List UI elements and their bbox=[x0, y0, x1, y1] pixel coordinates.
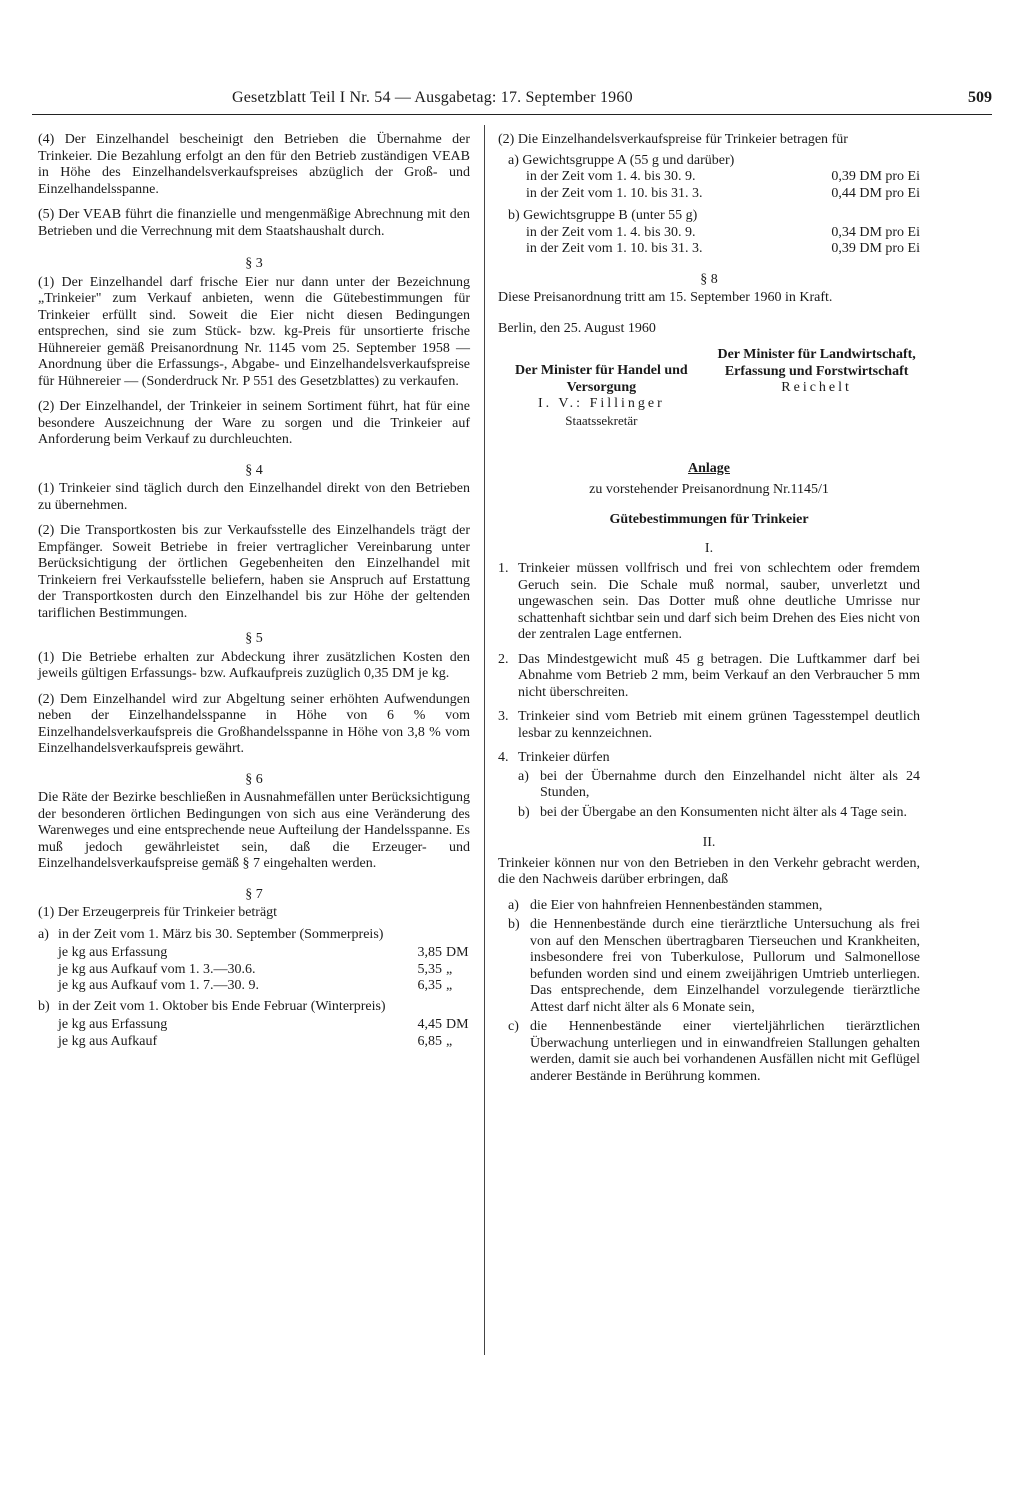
row-value: 6,85 bbox=[417, 1033, 442, 1049]
section-6-heading: § 6 bbox=[245, 771, 263, 787]
table-row bbox=[508, 186, 920, 203]
row-price: 0,39 DM pro Ei bbox=[831, 169, 920, 184]
list-number: 1. bbox=[498, 561, 509, 576]
list-item-text: Trinkeier dürfen bbox=[518, 750, 610, 765]
section-5-heading: § 5 bbox=[245, 631, 263, 646]
section-5-paragraph-1: (1) Die Betriebe erhalten zur Abdeckung ihrer zusätzlichen Kosten den jeweils gültigen Erfassungs- bzw. Aufkaufpreis zuzüglich 0,35 DM je kg. bbox=[38, 649, 470, 681]
price-period-b bbox=[38, 999, 470, 1016]
sub-item bbox=[498, 1019, 920, 1085]
list-number: 3. bbox=[498, 709, 509, 724]
price-period-a bbox=[38, 927, 470, 944]
row-period: in der Zeit vom 1. 4. bis 30. 9. bbox=[526, 224, 696, 240]
row-unit: DM bbox=[446, 945, 469, 960]
section-7-intro: (1) Der Erzeugerpreis für Trinkeier beträgt bbox=[38, 905, 278, 920]
row-label: je kg aus Aufkauf vom 1. 3.—30.6. bbox=[58, 961, 256, 977]
sub-item-text: bei der Übergabe an den Konsumenten nicht älter als 4 Tage sein. bbox=[540, 804, 908, 820]
list-item bbox=[498, 652, 920, 702]
price-period-b-text: in der Zeit vom 1. Oktober bis Ende Februar (Winterpreis) bbox=[58, 998, 386, 1014]
appendix-heading: Gütebestimmungen für Trinkeier bbox=[609, 512, 809, 527]
row-unit: „ bbox=[446, 961, 453, 977]
weight-group-a bbox=[498, 153, 920, 203]
left-column bbox=[38, 132, 470, 1054]
list-item bbox=[498, 750, 920, 767]
table-row bbox=[38, 978, 470, 995]
place-date: Berlin, den 25. August 1960 bbox=[498, 320, 656, 336]
row-value: 6,35 bbox=[417, 978, 442, 993]
sub-item bbox=[498, 805, 920, 822]
row-label: je kg aus Erfassung bbox=[58, 1017, 168, 1032]
table-row bbox=[38, 1017, 470, 1034]
header-title: Gesetzblatt Teil I Nr. 54 — Ausgabetag: 17. September 1960 bbox=[232, 89, 633, 106]
section-8-text: Diese Preisanordnung tritt am 15. September 1960 in Kraft. bbox=[498, 290, 833, 305]
sub-item bbox=[498, 917, 920, 1016]
sub-item-text: die Hennenbestände durch eine tierärztliche Untersuchung als frei von auf den Menschen übertragbaren Tierseuchen und Krankheiten, insbesondere frei von Tuberkulose, Pullorum und Salmonellose befunden worden sind und einem zweijährigen Umtrieb unterliegen. Das entsprechende, dem Einzelhandel vorzulegende tierärztliche Attest darf nicht älter als 6 Monate sein, bbox=[530, 917, 920, 1015]
section-7-paragraph-2: (2) Die Einzelhandelsverkaufspreise für Trinkeier betragen für bbox=[498, 132, 848, 147]
sub-item-marker: c) bbox=[508, 1019, 519, 1034]
row-period: in der Zeit vom 1. 10. bis 31. 3. bbox=[526, 241, 703, 256]
table-row bbox=[38, 962, 470, 979]
signature-right-name: Reichelt bbox=[781, 380, 852, 395]
section-6-paragraph: Die Räte der Bezirke beschließen in Ausnahmefällen unter Berücksichtigung der besonderen örtlichen Bedingungen von sich aus eine Veränderung des Warenweges und eine entsprechende neue Aufteilung der Handelsspanne. Es muß jedoch gewährleistet sein, daß die Erzeuger- und Einzelhandelsverkaufspreise gemäß § 7 eingehalten werden. bbox=[38, 790, 470, 871]
signature-left bbox=[498, 347, 705, 429]
list-item bbox=[498, 709, 920, 742]
section-4-paragraph-1: (1) Trinkeier sind täglich durch den Einzelhandel direkt von den Betrieben zu übernehmen. bbox=[38, 481, 470, 513]
sub-item-marker: b) bbox=[508, 917, 520, 932]
sub-item-marker: a) bbox=[518, 768, 529, 784]
row-unit: „ bbox=[446, 978, 453, 993]
signatures bbox=[498, 347, 920, 429]
table-row bbox=[38, 945, 470, 962]
weight-group-b-label: b) Gewichtsgruppe B (unter 55 g) bbox=[508, 208, 698, 223]
list-number: 2. bbox=[498, 651, 509, 667]
table-row bbox=[508, 225, 920, 242]
appendix-subtitle: zu vorstehender Preisanordnung Nr.1145/1 bbox=[589, 481, 829, 497]
row-value: 4,45 bbox=[417, 1017, 442, 1032]
paragraph-4: (4) Der Einzelhandel bescheinigt den Betrieben die Übernahme der Trinkeier. Die Bezahlung erfolgt an den für den Betrieb zuständigen VEAB in Höhe des Einzelhandelsverkaufspreises abzüglich der Groß- und Einzelhandelsspanne. bbox=[38, 132, 470, 197]
section-7-heading: § 7 bbox=[245, 886, 263, 902]
signature-left-name: I. V.: Fillinger bbox=[537, 396, 665, 411]
section-3-paragraph-2: (2) Der Einzelhandel, der Trinkeier in seinem Sortiment führt, hat für eine besondere Auszeichnung der Ware zu sorgen und die Trinkeier auf Anforderung beim Verkauf zu durchleuchten. bbox=[38, 399, 470, 447]
sub-item-marker: b) bbox=[518, 804, 530, 820]
part-2-heading: II. bbox=[702, 835, 716, 850]
weight-group-a-label: a) Gewichtsgruppe A (55 g und darüber) bbox=[508, 152, 735, 168]
sub-item-text: die Eier von hahnfreien Hennenbeständen stammen, bbox=[530, 897, 823, 913]
row-period: in der Zeit vom 1. 4. bis 30. 9. bbox=[526, 169, 696, 184]
right-column bbox=[498, 132, 920, 1088]
list-marker: b) bbox=[38, 998, 50, 1014]
section-8-heading: § 8 bbox=[700, 271, 718, 287]
price-period-a-text: in der Zeit vom 1. März bis 30. September (Sommerpreis) bbox=[58, 926, 384, 942]
list-marker: a) bbox=[38, 926, 49, 942]
section-3-heading: § 3 bbox=[245, 256, 263, 271]
appendix-title: Anlage bbox=[688, 461, 730, 476]
list-item-text: Das Mindestgewicht muß 45 g betragen. Die Luftkammer darf bei Abnahme vom Betrieb 2 mm, beim Verkauf an den Verbraucher 5 mm nicht überschreiten. bbox=[518, 651, 920, 700]
list-number: 4. bbox=[498, 750, 509, 765]
section-4-heading: § 4 bbox=[245, 462, 263, 478]
section-4-paragraph-2: (2) Die Transportkosten bis zur Verkaufsstelle des Einzelhandels trägt der Empfänger. Soweit Betriebe in freier vertraglicher Vereinbarung unter Berücksichtigung der örtlichen Gegebenheiten den Einzelhandel mit Trinkeiern frei Verkaufsstelle beliefern, haben sie Anspruch auf Erstattung der Transportkosten durch den Einzelhandel bis zur Höhe der geltenden tariflichen Bestimmungen. bbox=[38, 523, 470, 621]
weight-group-b bbox=[498, 208, 920, 258]
row-value: 5,35 bbox=[417, 961, 442, 977]
table-row bbox=[508, 169, 920, 186]
row-label: je kg aus Aufkauf bbox=[58, 1033, 158, 1049]
paragraph-5: (5) Der VEAB führt die finanzielle und mengenmäßige Abrechnung mit den Betrieben und die Verrechnung mit dem Staatshaushalt durch. bbox=[38, 207, 470, 239]
row-price: 0,39 DM pro Ei bbox=[831, 241, 920, 256]
table-row bbox=[38, 1034, 470, 1051]
row-label: je kg aus Erfassung bbox=[58, 945, 168, 960]
row-value: 3,85 bbox=[417, 945, 442, 960]
row-period: in der Zeit vom 1. 10. bis 31. 3. bbox=[526, 185, 703, 201]
part-1-heading: I. bbox=[704, 540, 714, 556]
list-item bbox=[498, 561, 920, 644]
sub-item bbox=[498, 769, 920, 802]
sub-item-marker: a) bbox=[508, 897, 519, 913]
price-table-a bbox=[38, 945, 470, 995]
page-header bbox=[32, 90, 992, 115]
row-price: 0,44 DM pro Ei bbox=[831, 185, 920, 201]
sub-item-text: die Hennenbestände einer vierteljährlichen tierärztlichen Überwachung unterliegen und in einwandfreien Stallungen gehalten werden, damit sie auch bei vorhandenen Ausfällen nicht mit Geflügel anderer Bestände in Berührung kommen. bbox=[530, 1019, 920, 1084]
signature-right bbox=[713, 347, 920, 429]
page-number: 509 bbox=[968, 89, 992, 106]
section-5-paragraph-2: (2) Dem Einzelhandel wird zur Abgeltung seiner erhöhten Aufwendungen neben der Einzelhandelsspanne in Höhe von 6 % vom Einzelhandelsverkaufspreis die Großhandelsspanne in Höhe von 3,8 % vom Einzelhandelsverkaufspreis gewährt. bbox=[38, 691, 470, 756]
sub-item-text: bei der Übernahme durch den Einzelhandel nicht älter als 24 Stunden, bbox=[540, 768, 920, 800]
sub-item bbox=[498, 898, 920, 915]
row-price: 0,34 DM pro Ei bbox=[831, 224, 920, 240]
column-divider bbox=[484, 125, 485, 1355]
table-row bbox=[508, 241, 920, 258]
signature-left-title: Der Minister für Handel und Versorgung bbox=[515, 363, 688, 395]
signature-left-role: Staatssekretär bbox=[565, 412, 638, 428]
list-item-text: Trinkeier sind vom Betrieb mit einem grünen Tagesstempel deutlich lesbar zu kennzeichnen. bbox=[518, 709, 920, 741]
row-unit: „ bbox=[446, 1033, 453, 1049]
row-unit: DM bbox=[446, 1017, 469, 1032]
row-label: je kg aus Aufkauf vom 1. 7.—30. 9. bbox=[58, 978, 260, 993]
part-2-intro: Trinkeier können nur von den Betrieben in den Verkehr gebracht werden, die den Nachweis darüber erbringen, daß bbox=[498, 855, 920, 887]
list-item-text: Trinkeier müssen vollfrisch und frei von schlechtem oder fremdem Geruch sein. Die Schale muß normal, sauber, unverletzt und ungewaschen sein. Das Dotter muß ohne deutliche Umrisse nur schattenhaft sichtbar sein und darf sich beim Drehen des Eies nicht von der zentralen Lage entfernen. bbox=[518, 561, 920, 642]
section-3-paragraph-1: (1) Der Einzelhandel darf frische Eier nur dann unter der Bezeichnung „Trinkeier" zum Verkauf anbieten, wenn die Gütebestimmungen für Trinkeier erfüllt sind. Soweit die Eier nicht diesen Bedingungen entsprechen, sind sie zum Stück- bzw. kg-Preis für unsortierte frische Hühnereier gemäß Preisanordnung Nr. 1145 vom 25. September 1958 — Anordnung über die Erfassungs-, Abgabe- und Einzelhandelsverkaufspreise für Hühnereier — (Sonderdruck Nr. P 551 des Gesetzblattes) zu verkaufen. bbox=[38, 274, 470, 389]
price-table-b bbox=[38, 1017, 470, 1050]
signature-right-title: Der Minister für Landwirtschaft, Erfassung und Forstwirtschaft bbox=[717, 347, 916, 379]
